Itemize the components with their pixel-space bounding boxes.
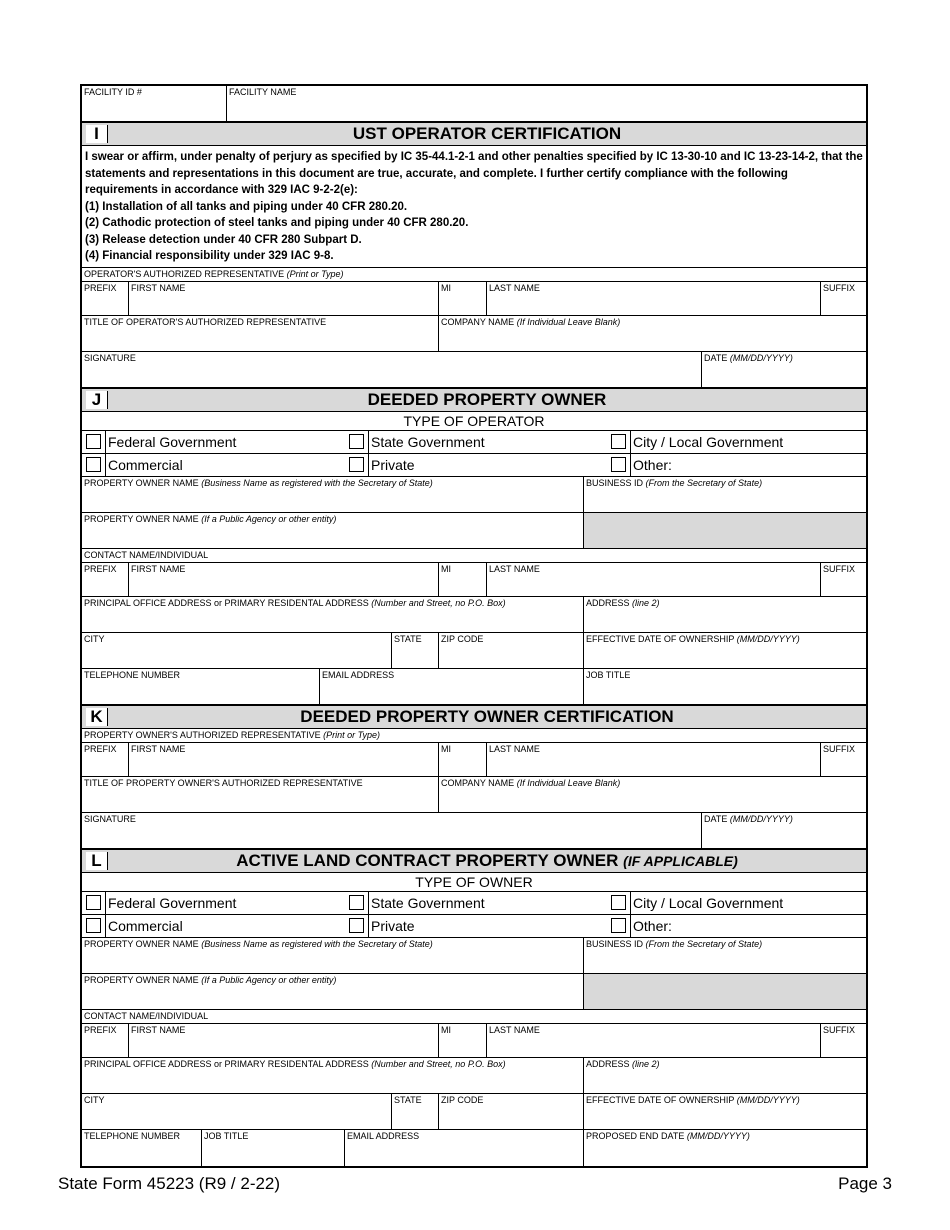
checkbox[interactable] [86, 918, 101, 933]
state-field[interactable]: STATE [392, 633, 439, 668]
checkbox-row [82, 892, 866, 915]
facility-id-label: FACILITY ID # [84, 87, 142, 97]
effective-date-field[interactable]: EFFECTIVE DATE OF OWNERSHIP (MM/DD/YYYY) [586, 633, 800, 644]
checkbox[interactable] [86, 434, 101, 449]
mi-field[interactable]: MI [439, 563, 487, 596]
section-i-header [82, 122, 866, 146]
proposed-end-date-field[interactable]: PROPOSED END DATE (MM/DD/YYYY) [586, 1130, 750, 1141]
mi-field[interactable]: MI [439, 1024, 487, 1057]
owner-rep-heading: PROPERTY OWNER'S AUTHORIZED REPRESENTATIVE (Print or Type) [82, 729, 866, 743]
page-number: Page 3 [838, 1174, 892, 1193]
option-commercial[interactable]: Commercial [82, 454, 345, 476]
section-k-header [82, 705, 866, 729]
owner-name-row [82, 513, 866, 549]
checkbox[interactable] [349, 895, 364, 910]
rep-title-field[interactable]: TITLE OF OPERATOR'S AUTHORIZED REPRESENTATIVE [82, 316, 439, 351]
certification-text [82, 146, 866, 268]
name-row [82, 1024, 866, 1058]
option-private[interactable]: Private [345, 454, 607, 476]
section-letter: K [86, 708, 108, 726]
prefix-field[interactable]: PREFIX [82, 282, 129, 315]
first-name-field[interactable]: FIRST NAME [129, 743, 439, 776]
cert-line: (4) Financial responsibility under 329 IAC 9-8. [85, 250, 334, 262]
owner-name-agency-field[interactable]: PROPERTY OWNER NAME (If a Public Agency or other entity) [82, 974, 584, 1009]
suffix-field[interactable]: SUFFIX [823, 743, 856, 754]
address-row [82, 1058, 866, 1094]
business-id-field[interactable]: BUSINESS ID (From the Secretary of State) [586, 938, 763, 949]
address-field[interactable]: PRINCIPAL OFFICE ADDRESS or PRIMARY RESIDENTAL ADDRESS (Number and Street, no P.O. Box) [82, 597, 584, 632]
option-city[interactable]: City / Local Government [607, 431, 866, 453]
telephone-field[interactable]: TELEPHONE NUMBER [82, 669, 320, 704]
option-federal[interactable]: Federal Government [82, 431, 345, 453]
facility-row [82, 86, 866, 122]
state-field[interactable]: STATE [392, 1094, 439, 1129]
name-row [82, 563, 866, 597]
signature-field[interactable]: SIGNATURE [82, 813, 702, 848]
section-letter: J [86, 391, 108, 409]
company-name-field[interactable]: COMPANY NAME (If Individual Leave Blank) [441, 777, 621, 788]
section-j-header [82, 388, 866, 412]
email-field[interactable]: EMAIL ADDRESS [320, 669, 584, 704]
checkbox-row [82, 454, 866, 477]
first-name-field[interactable]: FIRST NAME [129, 1024, 439, 1057]
checkbox[interactable] [611, 918, 626, 933]
checkbox[interactable] [86, 895, 101, 910]
mi-field[interactable]: MI [439, 282, 487, 315]
owner-name-row [82, 974, 866, 1010]
option-state[interactable]: State Government [345, 431, 607, 453]
checkbox[interactable] [349, 434, 364, 449]
title-row [82, 316, 866, 352]
checkbox[interactable] [611, 434, 626, 449]
rep-title-field[interactable]: TITLE OF PROPERTY OWNER'S AUTHORIZED REPRESENTATIVE [82, 777, 439, 812]
operator-rep-heading: OPERATOR'S AUTHORIZED REPRESENTATIVE (Print or Type) [82, 268, 866, 282]
checkbox[interactable] [611, 895, 626, 910]
prefix-field[interactable]: PREFIX [82, 1024, 129, 1057]
checkbox-row [82, 431, 866, 454]
cert-line: (2) Cathodic protection of steel tanks and piping under 40 CFR 280.20. [85, 217, 469, 229]
signature-row [82, 813, 866, 849]
owner-name-business-field[interactable]: PROPERTY OWNER NAME (Business Name as registered with the Secretary of State) [82, 938, 584, 973]
section-title: UST OPERATOR CERTIFICATION [352, 124, 622, 143]
type-of-operator-heading: TYPE OF OPERATOR [82, 412, 866, 431]
city-field[interactable]: CITY [82, 633, 392, 668]
date-field[interactable]: DATE (MM/DD/YYYY) [704, 813, 793, 824]
facility-name-label: FACILITY NAME [229, 87, 297, 97]
cert-line: (3) Release detection under 40 CFR 280 Subpart D. [85, 233, 362, 246]
contact-row [82, 1130, 866, 1166]
suffix-field[interactable]: SUFFIX [823, 563, 856, 574]
address2-field[interactable]: ADDRESS (line 2) [586, 597, 660, 608]
mi-field[interactable]: MI [439, 743, 487, 776]
section-title: DEEDED PROPERTY OWNER CERTIFICATION [300, 706, 674, 726]
facility-name-field[interactable] [227, 86, 866, 121]
owner-name-business-field[interactable]: PROPERTY OWNER NAME (Business Name as registered with the Secretary of State) [82, 477, 584, 512]
last-name-field[interactable]: LAST NAME [487, 743, 821, 776]
last-name-field[interactable]: LAST NAME [487, 282, 821, 315]
option-commercial[interactable]: Commercial [82, 915, 345, 937]
prefix-field[interactable]: PREFIX [82, 563, 129, 596]
section-letter: I [86, 125, 108, 143]
telephone-field[interactable]: TELEPHONE NUMBER [82, 1130, 202, 1166]
name-row [82, 282, 866, 316]
option-other[interactable]: Other: [607, 915, 866, 937]
job-title-field[interactable]: JOB TITLE [202, 1130, 345, 1166]
section-l-header [82, 849, 866, 873]
owner-name-row [82, 477, 866, 513]
first-name-field[interactable]: FIRST NAME [129, 563, 439, 596]
option-other[interactable]: Other: [607, 454, 866, 476]
city-row [82, 1094, 866, 1130]
owner-name-agency-field[interactable]: PROPERTY OWNER NAME (If a Public Agency or other entity) [82, 513, 584, 548]
city-field[interactable]: CITY [82, 1094, 392, 1129]
facility-id-field[interactable] [82, 86, 227, 121]
section-title: ACTIVE LAND CONTRACT PROPERTY OWNER (IF APPLICABLE) [236, 850, 738, 870]
prefix-field[interactable]: PREFIX [82, 743, 129, 776]
option-private[interactable]: Private [345, 915, 607, 937]
suffix-field[interactable]: SUFFIX [823, 282, 856, 293]
option-federal[interactable]: Federal Government [82, 892, 345, 914]
option-city[interactable]: City / Local Government [607, 892, 866, 914]
date-field[interactable]: DATE (MM/DD/YYYY) [704, 352, 793, 363]
suffix-field[interactable]: SUFFIX [823, 1024, 856, 1035]
signature-row [82, 352, 866, 388]
cert-line: (1) Installation of all tanks and piping under 40 CFR 280.20. [85, 200, 408, 213]
zip-field[interactable]: ZIP CODE [439, 633, 584, 668]
shaded-cell [584, 513, 866, 548]
company-name-field[interactable]: COMPANY NAME (If Individual Leave Blank) [441, 316, 621, 327]
signature-field[interactable]: SIGNATURE [82, 352, 702, 387]
zip-field[interactable]: ZIP CODE [439, 1094, 584, 1129]
checkbox[interactable] [349, 457, 364, 472]
address2-field[interactable]: ADDRESS (line 2) [586, 1058, 660, 1069]
address-row [82, 597, 866, 633]
checkbox-row [82, 915, 866, 938]
last-name-field[interactable]: LAST NAME [487, 563, 821, 596]
option-state[interactable]: State Government [345, 892, 607, 914]
checkbox[interactable] [86, 457, 101, 472]
job-title-field[interactable]: JOB TITLE [586, 669, 631, 680]
type-of-owner-heading: TYPE OF OWNER [82, 873, 866, 892]
section-title: DEEDED PROPERTY OWNER [367, 389, 607, 409]
contact-heading: CONTACT NAME/INDIVIDUAL [82, 549, 866, 563]
form [80, 84, 868, 1168]
checkbox[interactable] [611, 457, 626, 472]
cert-line: I swear or affirm, under penalty of perjury as specified by IC 35-44.1-2-1 and other penalties specified by IC 13-30-10 and IC 13-23-14-2, that the statements and representations in this document are true, accurate, and complete. I further certify compliance with the following requirements in accordance with 329 IAC 9-2-2(e): [85, 151, 863, 196]
city-row [82, 633, 866, 669]
section-letter: L [86, 852, 108, 870]
shaded-cell [584, 974, 866, 1009]
effective-date-field[interactable]: EFFECTIVE DATE OF OWNERSHIP (MM/DD/YYYY) [586, 1094, 800, 1105]
address-field[interactable]: PRINCIPAL OFFICE ADDRESS or PRIMARY RESIDENTAL ADDRESS (Number and Street, no P.O. Box) [82, 1058, 584, 1093]
business-id-field[interactable]: BUSINESS ID (From the Secretary of State) [586, 477, 763, 488]
email-field[interactable]: EMAIL ADDRESS [345, 1130, 584, 1166]
name-row [82, 743, 866, 777]
contact-heading: CONTACT NAME/INDIVIDUAL [82, 1010, 866, 1024]
contact-row [82, 669, 866, 705]
owner-name-row [82, 938, 866, 974]
form-number: State Form 45223 (R9 / 2-22) [58, 1174, 281, 1193]
first-name-field[interactable]: FIRST NAME [129, 282, 439, 315]
title-row [82, 777, 866, 813]
checkbox[interactable] [349, 918, 364, 933]
last-name-field[interactable]: LAST NAME [487, 1024, 821, 1057]
